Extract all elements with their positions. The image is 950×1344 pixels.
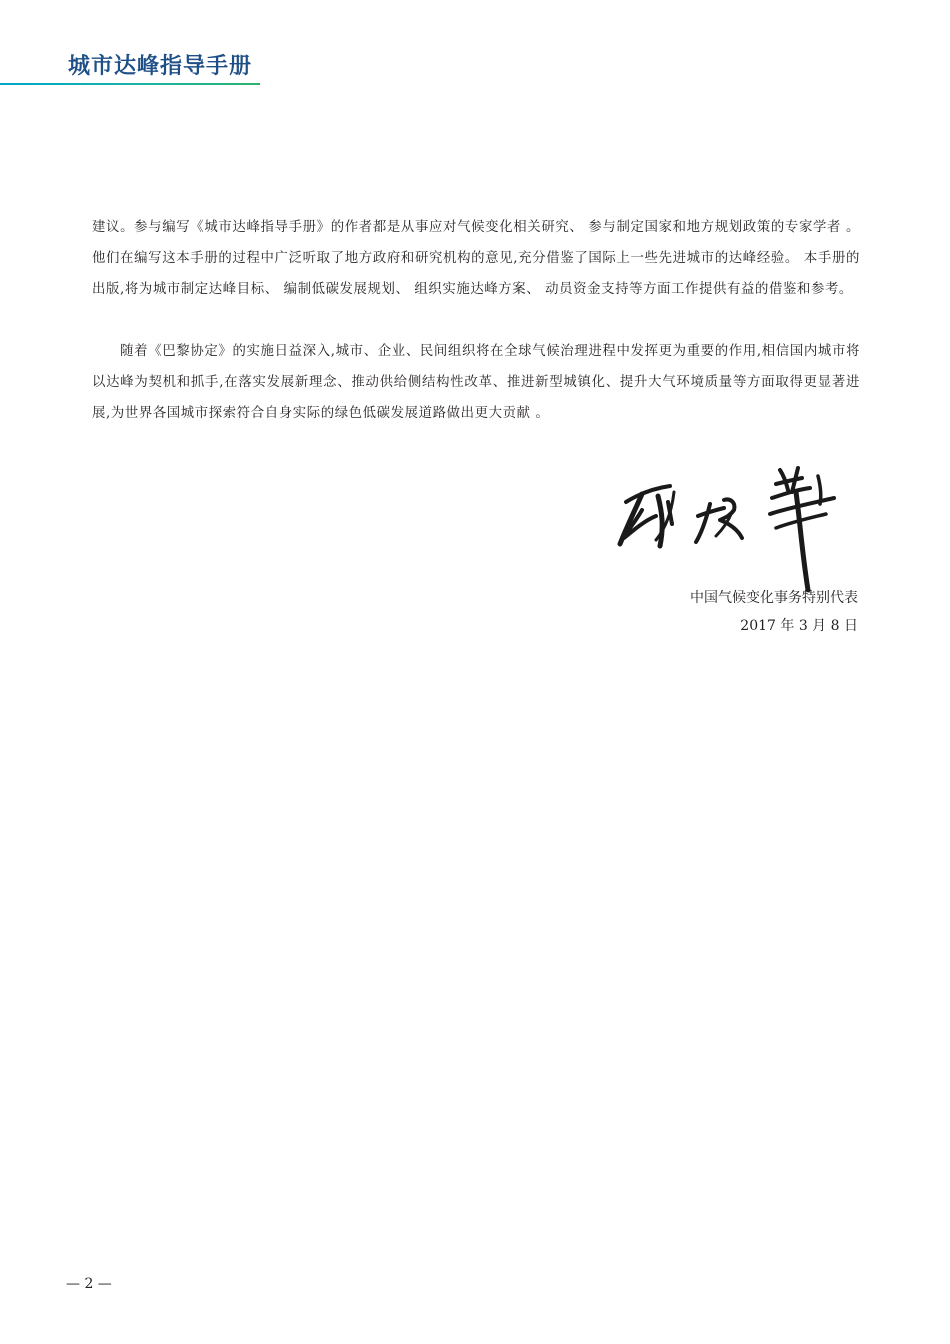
- signature-date: 2017 年 3 月 8 日: [740, 618, 858, 634]
- foreword-body: [92, 212, 860, 429]
- paragraph-2: 随着《巴黎协定》的实施日益深入,城市、企业、民间组织将在全球气候治理进程中发挥更为重要的作用,相信国内城市将以达峰为契机和抓手,在落实发展新理念、推动供给侧结构性改革、推进新型城镇化、提升大气环境质量等方面取得更显著进展,为世界各国城市探索符合自身实际的绿色低碳发展道路做出更大贡献 。: [92, 344, 860, 421]
- paragraph-1: 建议。参与编写《城市达峰指导手册》的作者都是从事应对气候变化相关研究、 参与制定国家和地方规划政策的专家学者 。 他们在编写这本手册的过程中广泛听取了地方政府和研究机构的意见,充分借鉴了国际上一些先进城市的达峰经验。 本手册的出版,将为城市制定达峰目标、 编制低碳发展规划、 组织实施达峰方案、 动员资金支持等方面工作提供有益的借鉴和参考。: [92, 220, 860, 297]
- header-divider: [0, 83, 260, 85]
- page-number: — 2 —: [66, 1276, 112, 1292]
- running-header-title: 城市达峰指导手册: [68, 54, 253, 79]
- handwritten-signature: [612, 462, 848, 592]
- signatory-title: 中国气候变化事务特别代表: [690, 590, 858, 606]
